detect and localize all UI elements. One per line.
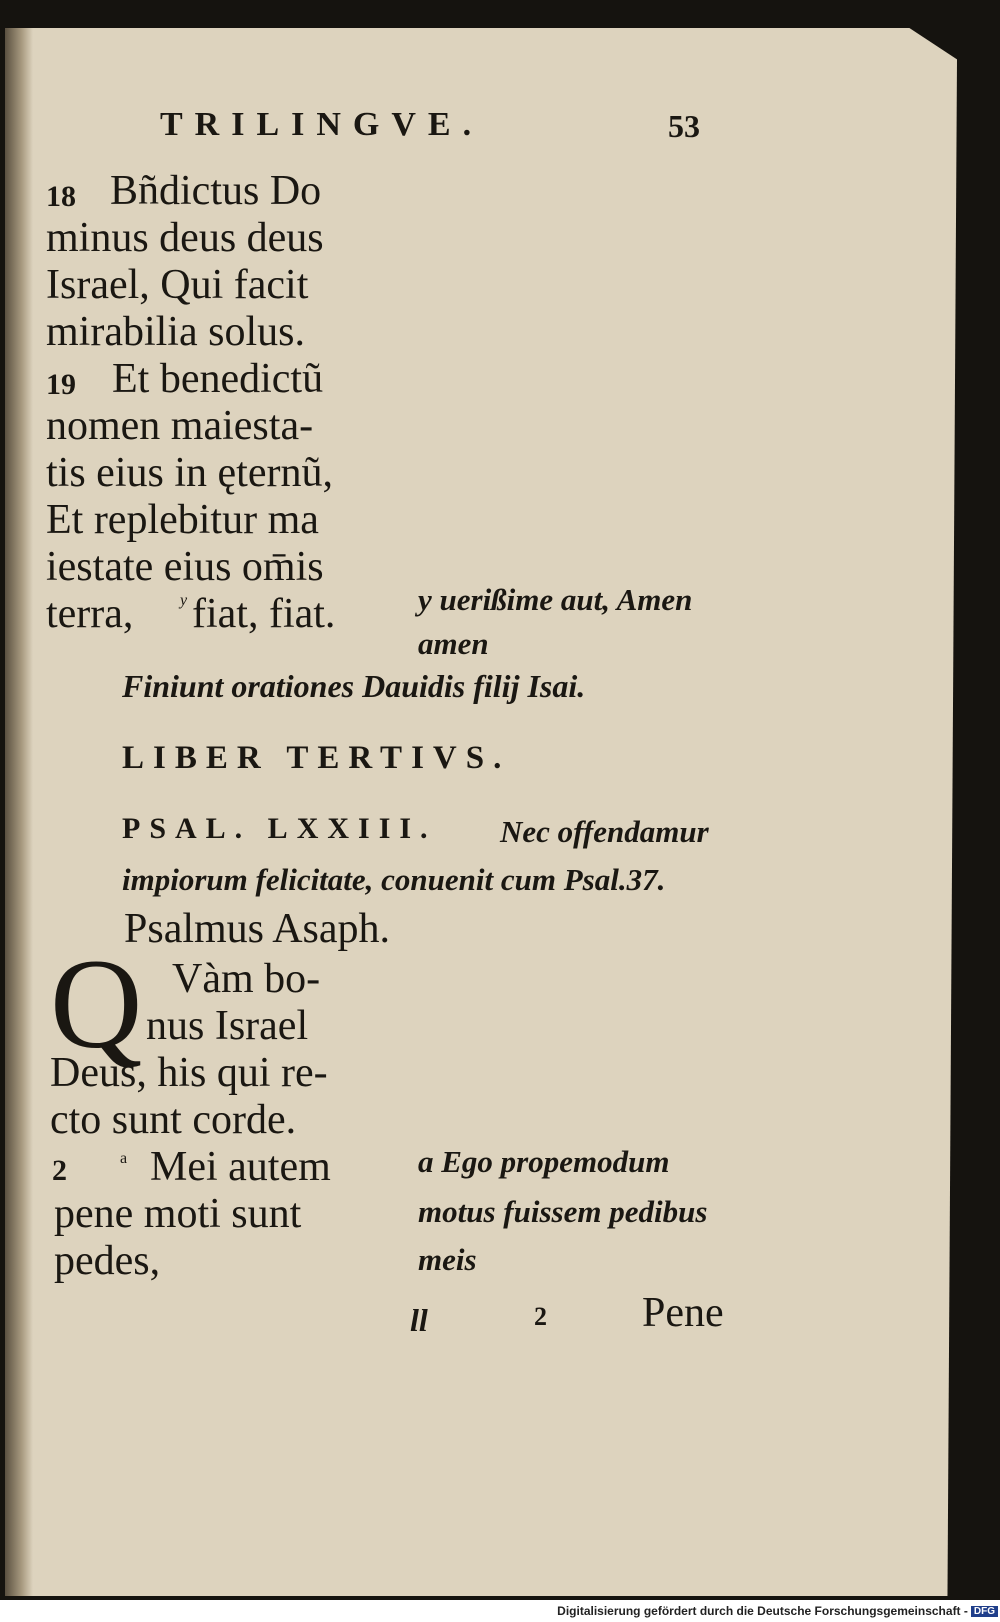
page-gutter bbox=[5, 28, 33, 1596]
psalm-verse-1-line: Vàm bo- bbox=[172, 956, 321, 1002]
catchword: Pene bbox=[642, 1290, 724, 1336]
drop-initial: Q bbox=[50, 933, 143, 1075]
verse-18-line: minus deus deus bbox=[46, 215, 324, 261]
dfg-logo: DFG bbox=[971, 1606, 998, 1617]
verse-19-line: Et replebitur ma bbox=[46, 497, 319, 543]
psalm-verse-2-line: pedes, bbox=[54, 1238, 161, 1284]
credit-text: Digitalisierung gefördert durch die Deutsche Forschungsgemeinschaft - bbox=[557, 1604, 968, 1618]
psalm-title: Psalmus Asaph. bbox=[124, 906, 391, 952]
verse-number-2: 2 bbox=[52, 1154, 67, 1187]
marginal-gloss-line: motus fuissem pedibus bbox=[418, 1194, 708, 1229]
psalm-verse-1-line: Deus, his qui re- bbox=[50, 1050, 328, 1096]
colophon-line: Finiunt orationes Dauidis filij Isai. bbox=[122, 668, 586, 704]
marginal-gloss-line: y uerißime aut, Amen bbox=[418, 582, 693, 617]
verse-18-line: Bñdictus Do bbox=[110, 168, 322, 214]
verse-19-line: terra, bbox=[46, 591, 134, 637]
signature-number: 2 bbox=[534, 1302, 547, 1331]
marginal-gloss-line: amen bbox=[418, 626, 489, 661]
psalm-verse-1-line: cto sunt corde. bbox=[50, 1097, 297, 1143]
verse-number-19: 19 bbox=[46, 368, 76, 401]
psalm-heading: PSAL. LXXIII. bbox=[122, 812, 437, 845]
verse-18-line: mirabilia solus. bbox=[46, 309, 305, 355]
psalm-argument: Nec offendamur bbox=[500, 814, 709, 849]
verse-19-line: tis eius in ęternũ, bbox=[46, 450, 333, 496]
marginal-gloss-line: a Ego propemodum bbox=[418, 1144, 670, 1179]
verse-18-line: Israel, Qui facit bbox=[46, 262, 309, 308]
signature-mark: ll bbox=[410, 1302, 428, 1338]
page-number: 53 bbox=[668, 108, 700, 144]
gloss-marker-a: a bbox=[120, 1150, 128, 1167]
digitization-credit bbox=[0, 1604, 998, 1620]
verse-number-18: 18 bbox=[46, 180, 76, 213]
psalm-verse-2-line: Mei autem bbox=[150, 1144, 331, 1190]
marginal-gloss-line: meis bbox=[418, 1242, 477, 1277]
book-title: LIBER TERTIVS. bbox=[122, 740, 511, 776]
verse-19-line: nomen maiesta- bbox=[46, 403, 314, 449]
verse-19-line: Et benedictũ bbox=[112, 356, 324, 402]
psalm-verse-1-line: nus Israel bbox=[146, 1003, 309, 1049]
verse-19-line: fiat, fiat. bbox=[192, 591, 336, 637]
verse-19-line: iestate eius om̄is bbox=[46, 544, 324, 590]
gloss-marker-y: y bbox=[180, 592, 188, 609]
psalm-argument: impiorum felicitate, conuenit cum Psal.37. bbox=[122, 862, 666, 897]
psalm-verse-2-line: pene moti sunt bbox=[54, 1191, 302, 1237]
running-title: TRILINGVE. bbox=[160, 106, 484, 143]
